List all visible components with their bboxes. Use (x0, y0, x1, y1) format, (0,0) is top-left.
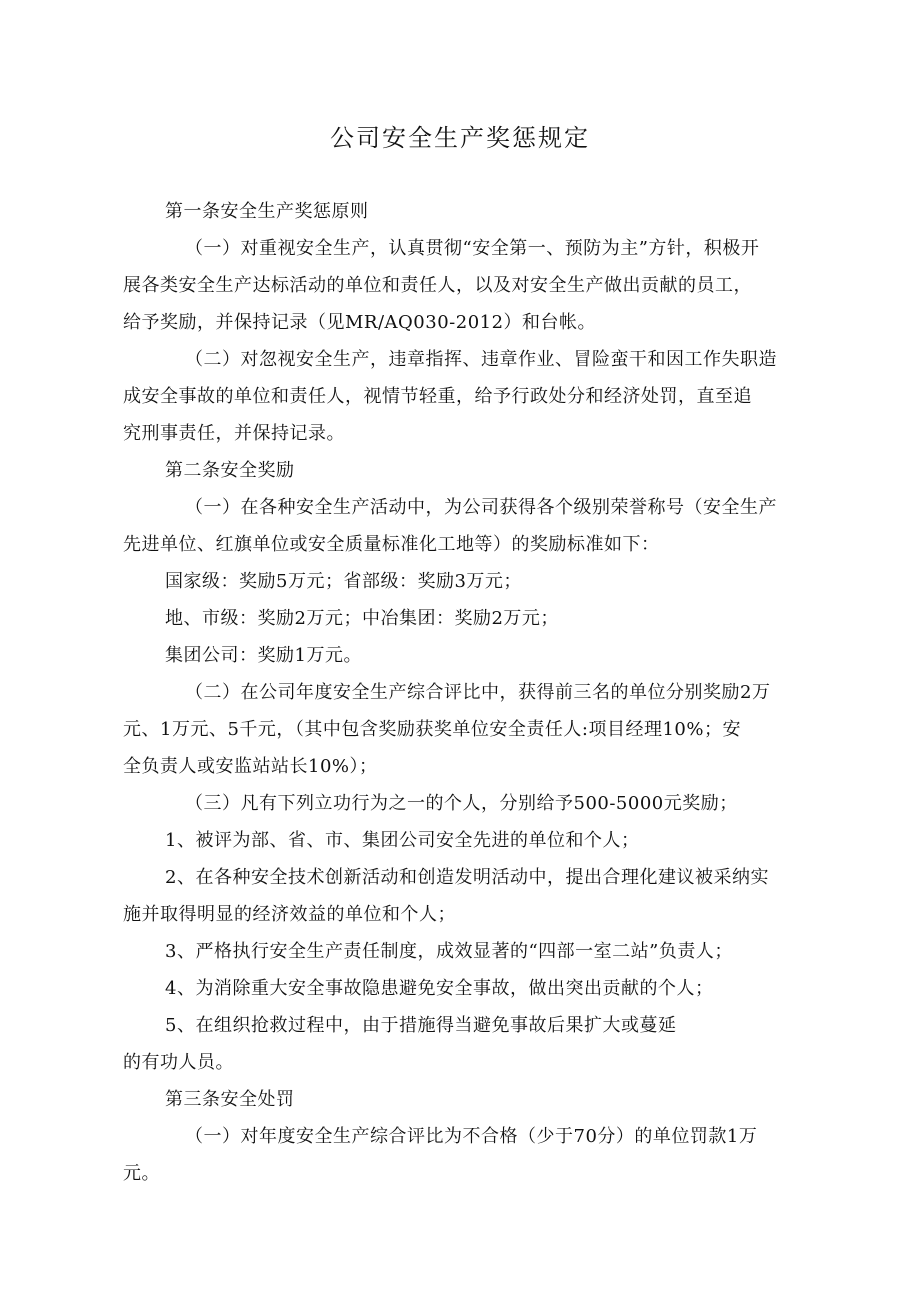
paragraph-line: （二）对忽视安全生产，违章指挥、违章作业、冒险蛮干和因工作失职造 (185, 349, 777, 370)
paragraph-line: 先进单位、红旗单位或安全质量标准化工地等）的奖励标准如下： (123, 534, 660, 555)
list-item: 3、严格执行安全生产责任制度，成效显著的“四部一室二站”负责人； (165, 941, 733, 962)
article-2-heading: 第二条安全奖励 (165, 460, 295, 481)
paragraph-line: （一）对年度安全生产综合评比为不合格（少于70分）的单位罚款1万 (185, 1126, 758, 1147)
article-3-heading: 第三条安全处罚 (165, 1089, 295, 1110)
document-title: 公司安全生产奖惩规定 (330, 124, 590, 152)
list-item: 5、在组织抢救过程中，由于措施得当避免事故后果扩大或蔓延 (165, 1015, 677, 1036)
paragraph-line: 全负责人或安监站站长10%）； (123, 756, 378, 777)
paragraph-line: 展各类安全生产达标活动的单位和责任人，以及对安全生产做出贡献的员工， (123, 275, 752, 296)
paragraph-line: （三）凡有下列立功行为之一的个人，分别给予500-5000元奖励； (185, 793, 738, 814)
list-item: 1、被评为部、省、市、集团公司安全先进的单位和个人； (165, 830, 640, 851)
list-item: 4、为消除重大安全事故隐患避免安全事故，做出突出贡献的个人； (165, 978, 714, 999)
list-item: 的有功人员。 (123, 1052, 234, 1073)
paragraph-line: 元。 (123, 1163, 160, 1184)
list-item: 施并取得明显的经济效益的单位和个人； (123, 904, 456, 925)
paragraph-line: 究刑事责任，并保持记录。 (123, 423, 345, 444)
paragraph-line: 成安全事故的单位和责任人，视情节轻重，给予行政处分和经济处罚，直至追 (123, 386, 752, 407)
paragraph-line: 国家级：奖励5万元；省部级：奖励3万元； (165, 571, 522, 592)
paragraph-line: （二）在公司年度安全生产综合评比中，获得前三名的单位分别奖励2万 (185, 682, 771, 703)
paragraph-line: （一）对重视安全生产，认真贯彻“安全第一、预防为主”方针，积极开 (185, 238, 760, 259)
paragraph-line: 地、市级：奖励2万元；中冶集团：奖励2万元； (165, 608, 559, 629)
paragraph-line: 集团公司：奖励1万元。 (165, 645, 362, 666)
paragraph-line: 给予奖励，并保持记录（见MR/AQ030-2012）和台帐。 (123, 312, 597, 333)
paragraph-line: （一）在各种安全生产活动中，为公司获得各个级别荣誉称号（安全生产 (185, 497, 777, 518)
paragraph-line: 元、1万元、5千元，（其中包含奖励获奖单位安全责任人:项目经理10%；安 (123, 719, 741, 740)
article-1-heading: 第一条安全生产奖惩原则 (165, 201, 369, 222)
list-item: 2、在各种安全技术创新活动和创造发明活动中，提出合理化建议被采纳实 (165, 867, 769, 888)
